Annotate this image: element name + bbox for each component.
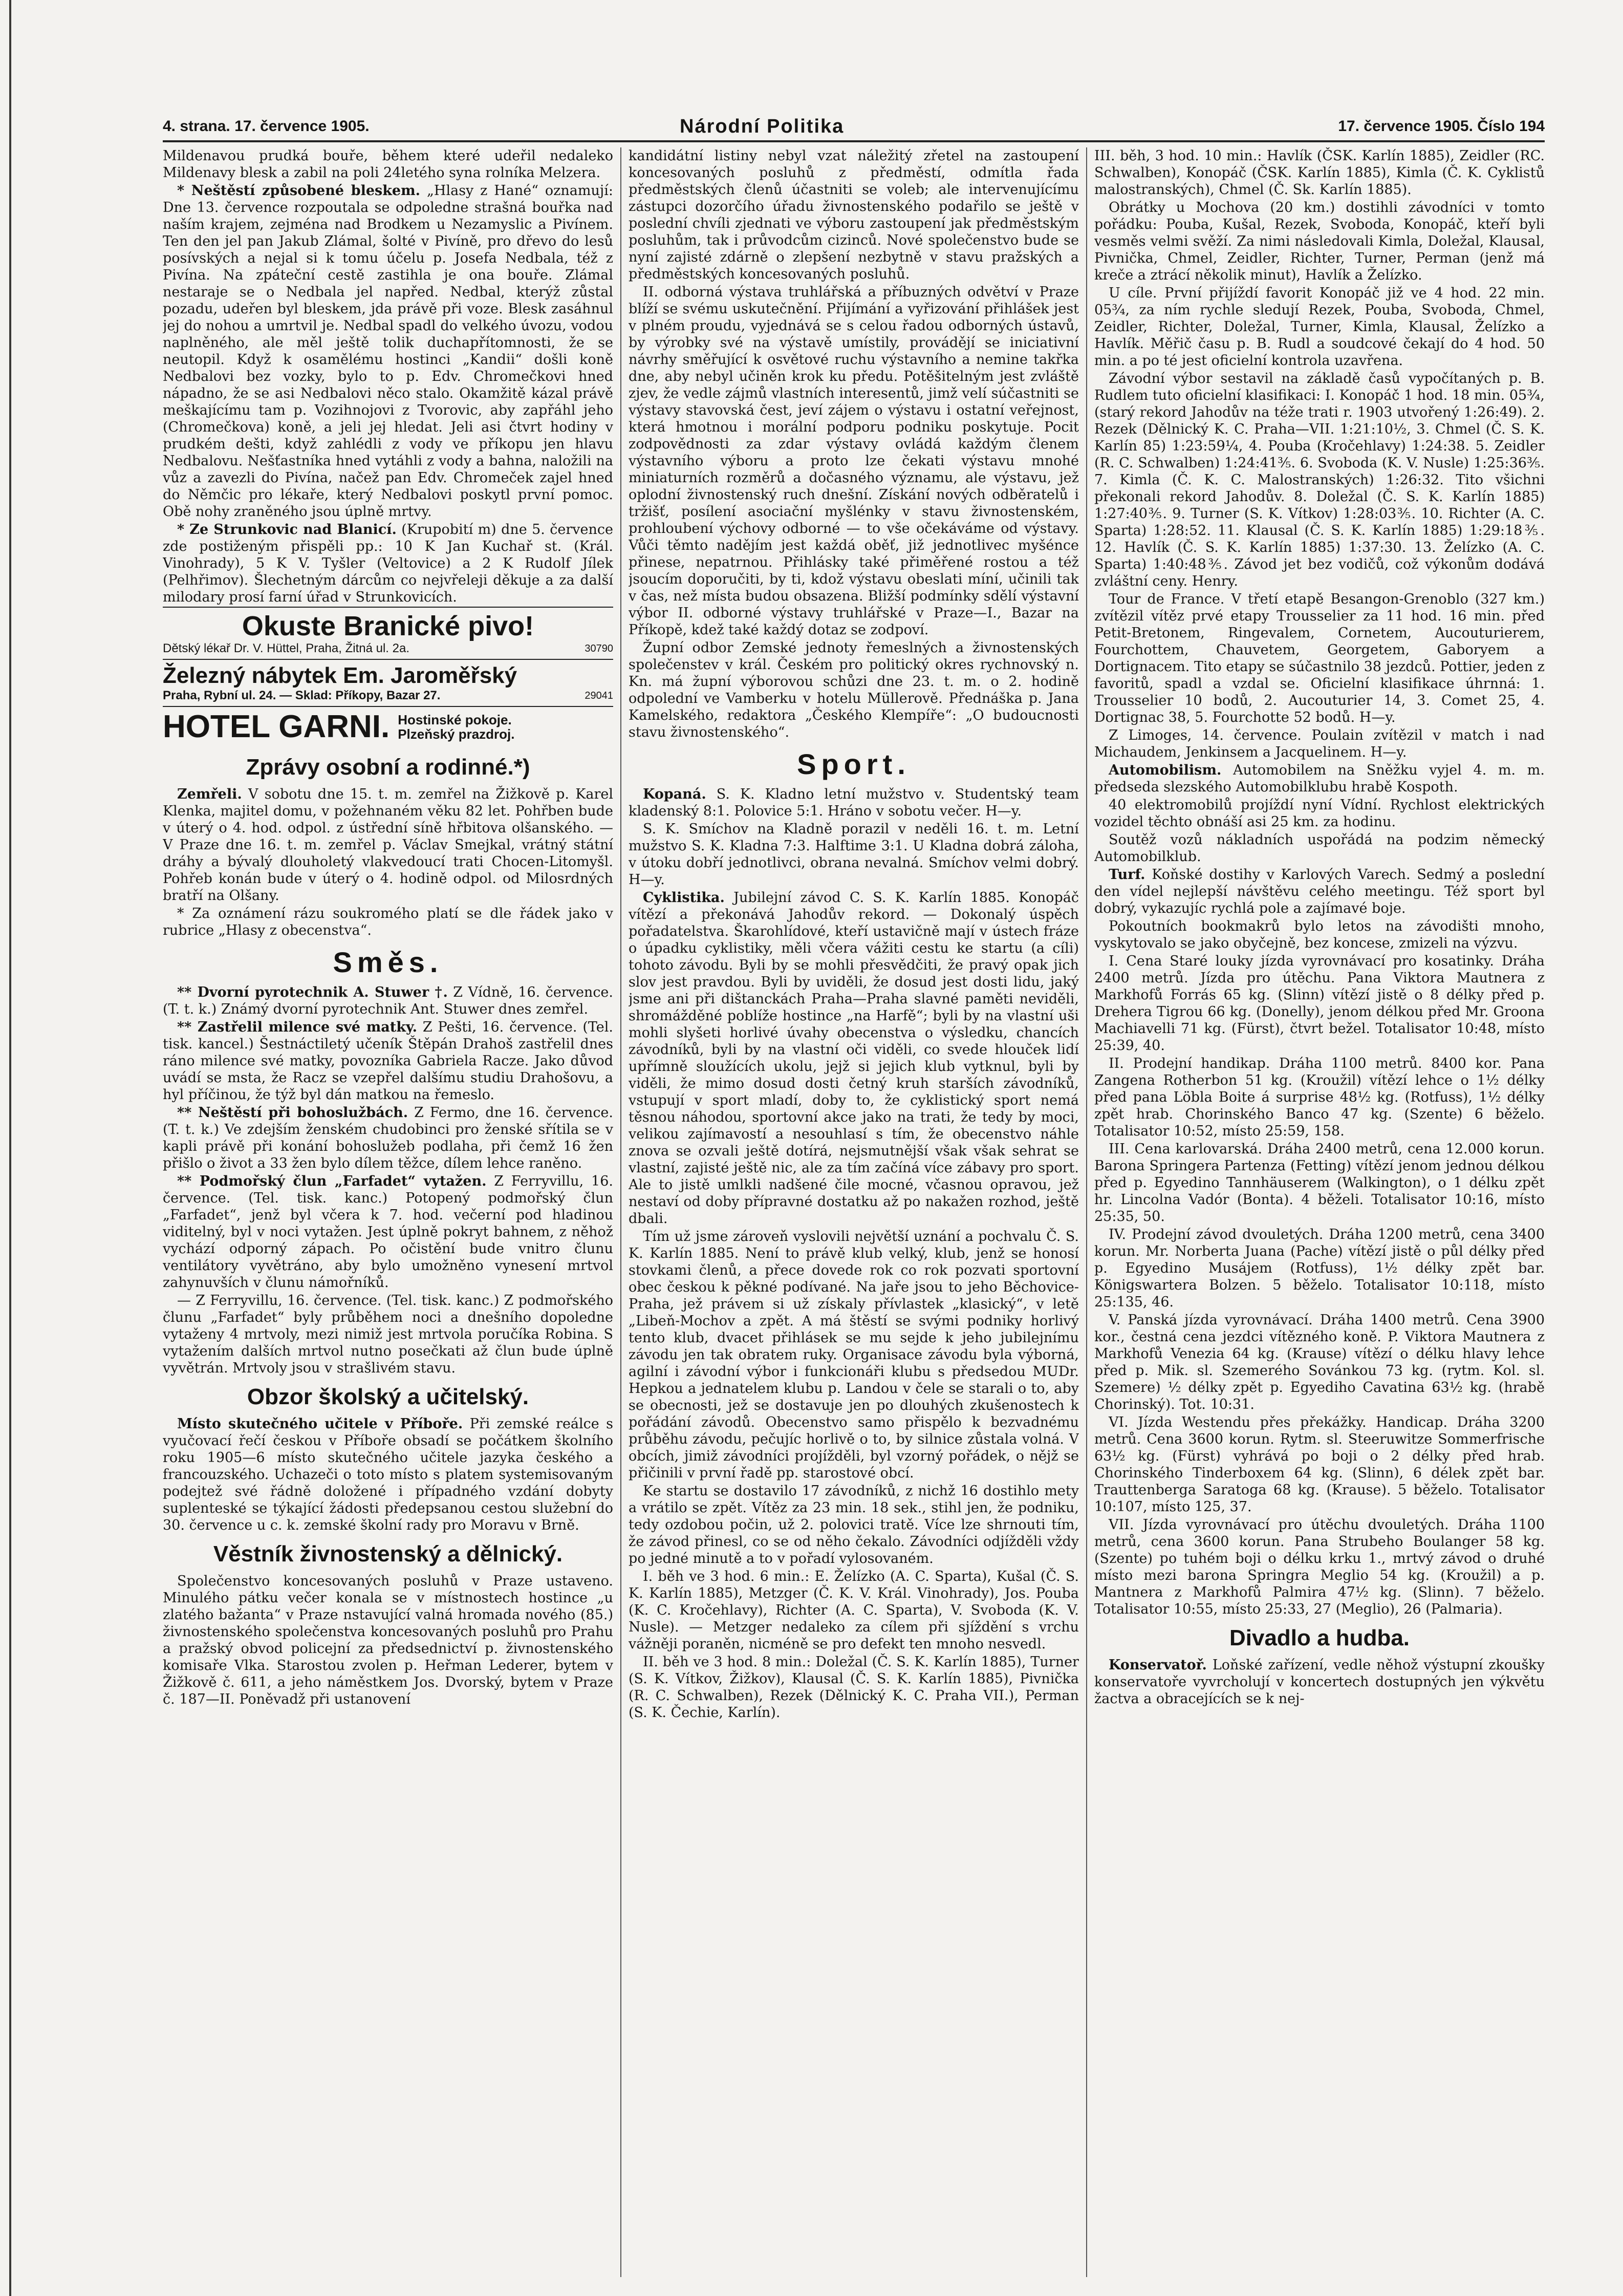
column-divider bbox=[620, 147, 621, 2277]
article-text: I. běh ve 3 hod. 6 min.: E. Želízko (A. C. Sparta), Kušal (Č. S. K. Karlín 1885), Metzger (Č. K. V. Král. Vinohrady), Jos. Pouba (K. C. Kročehlavy), Richter (A. C. Sparta), V. Svoboda (K. V. Nusle). — Metzger nedaleko za cílem při sjíždění s vrchu vážněji poraněn, nicméně se pro defekt ten mnoho nesvedl. bbox=[629, 1569, 1079, 1652]
article-paragraph bbox=[1094, 1657, 1545, 1707]
article-paragraph bbox=[163, 984, 613, 1018]
article-lead: Cyklistika. bbox=[643, 890, 725, 906]
article-text: U cíle. První přijíždí favorit Konopáč již ve 4 hod. 22 min. 05¾, za ním rychle sledují Rezek, Pouba, Svoboda, Chmel, Zeidler, Richter, Doležal, Turner, Kimla, Klausal, Želízko a Havlík. Měřič času p. B. Rudl a soudcové čekají do 4 hod. 50 min. a po té jest oficielní kontrola uzavřena. bbox=[1094, 285, 1545, 369]
article-lead: Zemřeli. bbox=[177, 786, 242, 802]
masthead-date-right: 17. července 1905. Číslo 194 bbox=[1338, 118, 1545, 135]
article-lead: Konservatoř. bbox=[1109, 1657, 1207, 1673]
article-lead: Místo skutečného učitele v Příboře. bbox=[177, 1416, 463, 1432]
article-lead: * Neštěstí způsobené bleskem. bbox=[177, 183, 421, 199]
section-heading: Obzor školský a učitelský. bbox=[247, 1384, 529, 1409]
article-text: 40 elektromobilů projíždí nyní Vídní. Rychlost elektrických vozidel těchto obnáší asi 25 km. za hodinu. bbox=[1094, 797, 1545, 830]
article-paragraph bbox=[163, 1104, 613, 1172]
article-text: III. běh, 3 hod. 10 min.: Havlík (ČSK. Karlín 1885), Zeidler (RC. Schwalben), Konopáč (ČSK. Karlín 1885), Kimla (Č. K. Cyklistů malostranských), Chmel (Č. Sk. Karlín 1885). bbox=[1094, 148, 1545, 198]
article-text: III. Cena karlovarská. Dráha 2400 metrů, cena 12.000 korun. Barona Springera Partenza (Fetting) vítězí jenom jednou délkou před p. Egyedino Tannhäuserem (Walkington), o 1 délku zpět hr. Lincolna Vadór (Bonta). 4 běželi. Totalisator 10:16, místo 25:35, 50. bbox=[1094, 1141, 1545, 1225]
article-text: Tour de France. V třetí etapě Besangon-Grenoblo (327 km.) zvítězil vítěz prvé etapy Trousselier za 11 hod. 16 min. před Petit-Bretonem, Ringevalem, Cornetem, Aucouturierem, Fourchottem, Chauvetem, Georgetem, Gaboryem a Dortignacem. Tito etapy se súčastnilo 38 jezdců. Pottier, jeden z favoritů, spadl a vzdal se. Oficielní klasifikace úhrnná: 1. Trousselier 10 bodů, 2. Aucouturier 14, 3. Comet 25, 4. Dortignac 38, 5. Fourchotte 52 bodů. H—y. bbox=[1094, 591, 1545, 725]
article-text: IV. Prodejní závod dvouletých. Dráha 1200 metrů, cena 3400 korun. Mr. Norberta Juana (Pache) vítězí jistě o půl délky před p. Egyedino Musájem (Rotfuss), 1½ délky zpět bar. Königswartera Bolzen. 5 běželo. Totalisator 10:118, místo 25:135, 46. bbox=[1094, 1227, 1545, 1310]
advert-text: Dětský lékař Dr. V. Hüttel, Praha, Žitná ul. 2a. bbox=[163, 641, 409, 655]
article-text: Tím už jsme zároveň vyslovili největší uznání a pochvalu Č. S. K. Karlín 1885. Není to právě klub velký, klub, jenž se honosí stovkami členů, a přece dovede rok co rok pozvati sportovní obec českou k pěkné podívané. Na jaře jsou to jeho Běchovice-Praha, jež právem si už získaly přívlastek „klasický“, v letě „Libeň-Mochov a zpět. A má štěstí se svými podniky horlivý tento klub, dvacet přihlásek se mu sejde k jeho jubilejnímu závodu jen tak obratem ruky. Organisace závodu byla výborná, agilní i závodní výbor i funkcionáři klubu s předsedou MUDr. Hepkou a jednatelem klubu p. Landou v čele se starali o to, aby se obecnosti, jež se dostavuje jen po dlouhých zkušenostech k pořádání závodů. Obecenstvo samo přispělo k bezvadnému průběhu závodu, pečujíc horlivě o to, by silnice zůstala volná. V obcích, jimiž závodníci projížděli, byl vzorný pořádek, o nějž se přičinili v první řadě pp. starostové obcí. bbox=[629, 1229, 1079, 1481]
article-text: Společenstvo koncesovaných posluhů v Praze ustaveno. Minulého pátku večer konala se v místnostech hostince „u zlatého bažanta“ v Praze nstavující valná hromada nového (85.) živnostenského společenstva koncesovaných posluhů pro Prahu a pražský obvod policejní za předsednictví p. živnostenského komisaře Vlka. Starostou zvolen p. Heřman Lederer, bytem v Žižkově č. 611, a jeho náměstkem Jos. Dvorský, bytem v Praze č. 187—II. Poněvadž při ustanovení bbox=[163, 1573, 613, 1707]
article-text: S. K. Smíchov na Kladně porazil v neděli 16. t. m. Letní mužstvo S. K. Kladna 7:3. Halftime 3:1. U Kladna dobrá záloha, v útoku dobří jednotlivci, obrana nevalná. Smíchov velmi dobrý. H—y. bbox=[629, 821, 1079, 888]
advert-line bbox=[163, 689, 613, 703]
article-lead: Automobilism. bbox=[1109, 762, 1222, 778]
article-paragraph bbox=[163, 1173, 613, 1291]
article-paragraph bbox=[163, 521, 613, 606]
advert-title: HOTEL GARNI. bbox=[163, 709, 390, 744]
advert-line bbox=[163, 641, 613, 656]
article-text: „Hlasy z Hané“ oznamují: Dne 13. července rozpoutala se odpoledne strašná bouřka nad naším krajem, zejména nad Brodkem u Nezamyslic a Pivínem. Ten den jel pan Jakub Zlámal, šolté v Pivíně, pro dřevo do lesů posívských a nejal si k tomu účelu p. Josefa Nedbala, též z Pivína. Na zpáteční cestě zastihla je ona bouře. Zlámal nestaraje se o Nedbala jel napřed. Nedbal, kterýž zůstal pozadu, udeřen byl bleskem, jda právě při voze. Blesk zasáhnul jej do nohou a umrtvil je. Nedbal spadl do velkého úvozu, vodou naplněného, ale měl ještě tolik duchapřítomnosti, že se neutopil. Když k osamělému hostinci „Kandii“ došli koně Nedbalovi bez vozky, bylo to p. Edv. Chromečkovi hned nápadno, že se asi Nedbalovi něco stalo. Okamžitě kázal právě meškajícímu tam p. Vozihnojovi z Tvorovic, aby zapřáhl jeho (Chromečkova) koně, a jeli jej hledat. Jeli asi čtvrt hodiny v prudkém dešti, když zahlédli z vody ve příkopu jen hlavu Nedbalovu. Nešťastníka hned vytáhli z vody a bahna, naložili na vůz a zavezli do Pivína, načež pan Edv. Chromeček zajel hned do Němčic pro lékaře, který Nedbalovi poskytl první pomoc. Obě nohy zraněného jsou úplně mrtvy. bbox=[163, 183, 613, 520]
article-lead: Turf. bbox=[1109, 867, 1145, 883]
column-2 bbox=[629, 147, 1079, 2277]
article-text: (Krupobití m) dne 5. července zde postiženým přispěli pp.: 10 K Jan Kuchař st. (Král. Vinohrady), 5 K V. Tyšler (Veltovice) a 2 K Rudolf Jílek (Pelhřimov). Šlechetným dárcům co nejvřeleji děkuje a za další milodary prosí farní úřad v Strunkovicích. bbox=[163, 522, 613, 605]
article-paragraph bbox=[163, 1415, 613, 1534]
advert-text: Plzeňský prazdroj. bbox=[398, 726, 515, 742]
advert-code: 29041 bbox=[585, 690, 613, 701]
article-text: II. odborná výstava truhlářská a příbuzných odvětví v Praze blíží se svému uskutečnění. Přijímání a vyřizování přihlášek jest v plném proudu, vyjednává se s celou řadou odborných ústavů, by výrobky své na výstavě umístily, provádějí se iniciativní návrhy směřující k osvětové ruchu výstavního a nemine takřka dne, aby nebyl učiněn krok ku předu. Potěšitelným jest zvláště zjev, že vedle zájmů vlastních interesentů, jimž velí súčastniti se výstavy stavovská čest, jeví zájem o výstavu i ostatní veřejnost, která hmotnou i morální podporu podniku poskytuje. Pocit zodpovědnosti za zdar výstavy ovládá každým členem výstavního výboru a proto lze čekati výstavu mnohé miniaturních rozměrů a dočasného významu, ale výstavu, jež oplodní živnostenský ruch dnešní. Získání nových odběratelů i tržišť, posílení asociační myšlénky v stavu živnostenském, prohloubení výchovy odborné — to vše očekáváme od výstavy. Vůči těmto nadějím jest každá oběť, již jednotlivec myšénce přinese, nepatrnou. Přihlásky také přiměřené rostou a též jsoucím doporučiti, by ti, kdož výstavu obeslati míní, učinili tak v čas, než místa budou obsazena. Bližší podmínky sdělí výstavní výbor II. odborné výstavy truhlářské v Praze—I., Bazar na Příkopě, kdež také každý dotaz se zodpoví. bbox=[629, 284, 1079, 638]
advert-code: 30790 bbox=[585, 643, 613, 654]
article-text: Závodní výbor sestavil na základě časů vypočítaných p. B. Rudlem tuto oficielní klasifikaci: I. Konopáč 1 hod. 18 min. 05¾, (starý rekord Jahodův na téže trati r. 1903 utvořený 1:26:49). 2. Rezek (Dělnický K. C. Praha—VII. 1:21:10½, 3. Chmel (Č. S. K. Karlín 85) 1:23:59¼, 4. Pouba (Kročehlavy) 1:24:38. 5. Zeidler (R. C. Schwalben) 1:24:41⅗. 6. Svoboda (K. V. Nusle) 1:25:36⅗. 7. Kimla (Č. K. C. Malostranských) 1:26:32. Tito všichni překonali rekord Jahodův. 8. Doležal (Č. S. K. Karlín 1885) 1:27:40⅗. 9. Turner (S. K. Vítkov) 1:28:03⅗. 10. Richter (A. C. Sparta) 1:28:52. 11. Klausal (Č. S. K. Karlín 1885) 1:29:18⅗. 12. Havlík (Č. S. K. Karlín 1885) 1:37:30. 13. Želízko (A. C. Sparta) 1:40:48⅗. Závod jet bez vodičů, což výkonům dodává zvláštní ceny. Henry. bbox=[1094, 371, 1545, 589]
article-text: Z Fermo, dne 16. července. (T. t. k.) Ve zdejším ženském chudobinci pro ženské sřítila se v kapli právě při konání bohoslužeb podlaha, při čemž 16 žen přišlo o život a 33 žen bylo dílem těžce, dílem lehce raněno. bbox=[163, 1105, 613, 1171]
advert-sub bbox=[398, 713, 514, 741]
article-text: Ke startu se dostavilo 17 závodníků, z nichž 16 dostihlo mety a vrátilo se zpět. Vítěz za 23 min. 18 sek., stihl jen, že podniku, tedy ozdobou počin, už 2. polovici tratě. Více lze shrnouti tím, že závod přinesl, co se od něho čekalo. Závodníci odjížděli vždy po jedné minutě a to v pořadí vylosovaném. bbox=[629, 1483, 1079, 1567]
advert-text: Hostinské pokoje. bbox=[398, 712, 512, 727]
article-text: kandidátní listiny nebyl vzat náležitý zřetel na zastoupení koncesovaných posluhů z předměstí, odmítla řada předměstských členů účastniti se voleb; ale intervenujícímu zástupci dozorčího úřadu živnostenského podařilo se ještě v poslední chvíli zjednati ve výboru zastoupení jak předměstským posluhům, tak i průvodcům cizinců. Nové společenstvo bude se nyní zajisté zdárně o zlepšení nezbytně v stavu pražských a předměstských koncesovaných posluhů. bbox=[629, 148, 1079, 282]
masthead-title: Národní Politika bbox=[680, 116, 845, 137]
advert-hotel-row bbox=[163, 710, 613, 744]
article-text: S. K. Kladno letní mužstvo v. Studentský team kladenský 8:1. Polovice 5:1. Hráno v sobotu večer. H—y. bbox=[629, 786, 1079, 819]
advert-branik-beer bbox=[163, 607, 613, 659]
article-paragraph bbox=[163, 786, 613, 904]
section-heading: Věstník živnostenský a dělnický. bbox=[213, 1541, 563, 1567]
article-text: II. běh ve 3 hod. 8 min.: Doležal (Č. S. K. Karlín 1885), Turner (S. K. Vítkov, Žižkov), Klausal (Č. S. K. Karlín 1885), Pivnička (R. C. Schwalben), Rezek (Dělnický K. C. Praha VII.), Perman (S. K. Čechie, Karlín). bbox=[629, 1654, 1079, 1721]
article-paragraph bbox=[1094, 866, 1545, 917]
column-divider bbox=[1086, 147, 1087, 2277]
advert-furniture bbox=[163, 659, 613, 706]
article-text: Při zemské reálce s vyučovací řečí českou v Příboře obsadí se počátkem školního roku 1905—6 místo skutečného učitele jazyka českého a francouzského. Uchazeči o toto místo s platem systemisovaným podejtež své řádně doložené i případného vzdání dobyty suplenteské se týkající žádosti předepsanou cestou služební do 30. července u c. k. zemské školní rady pro Moravu v Brně. bbox=[163, 1416, 613, 1533]
article-text: Z Vídně, 16. července. (T. t. k.) Známý dvorní pyrotechnik Ant. Stuwer dnes zemřel. bbox=[163, 984, 613, 1017]
article-text: Loňské zařízení, vedle něhož výstupní zkoušky konservatoře vyvrcholují v koncertech dostupných jen výkvětu žactva a obracejících se k nej- bbox=[1094, 1657, 1545, 1707]
masthead-date-left: 4. strana. 17. července 1905. bbox=[163, 118, 370, 135]
article-text: I. Cena Staré louky jízda vyrovnávací pro kosatinky. Dráha 2400 metrů. Jízda pro útěchu. Pana Viktora Mautnera z Markhofů Forrás 65 kg. (Slinn) vítězí jistě o 8 délky před p. Drehera Tigrou 66 kg. (Donelly), jenom délkou před Mr. Groona Machiavelli 71 kg. (Fürst), čtvrt bežel. Totalisator 10:48, místo 25:39, 40. bbox=[1094, 953, 1545, 1054]
article-text: V sobotu dne 15. t. m. zemřel na Žižkově p. Karel Klenka, majitel domu, v požehnaném věku 82 let. Pohřben bude v úterý o 4. hod. odpol. z ústřední síně hřbitova olšanského. — V Praze dne 16. t. m. zemřel p. Václav Smejkal, vrátný státní dráhy a bývalý dlouholetý vlakvedoucí trati Chocen-Litomyšl. Pohřeb konán bude v úterý o 4. hodině odpol. od Milosrdných bratří na Olšany. bbox=[163, 786, 613, 904]
advert-hotel bbox=[163, 706, 613, 747]
notice: * Za oznámení rázu soukromého platí se dle řádek jako v rubrice „Hlasy z obecenstva“. bbox=[163, 906, 613, 938]
article-text: — Z Ferryvillu, 16. července. (Tel. tisk. kanc.) Z podmořského člunu „Farfadet“ byly průběhem noci a dnešního dopoledne vytaženy 4 mrtvoly, mezi nimiž jest mrtvola poručíka Robina. S vytažením dalších mrtvol nutno posečkati až člun bude úplně vyvětrán. Mrtvoly jsou v strašlivém stavu. bbox=[163, 1293, 613, 1376]
article-paragraph bbox=[163, 182, 613, 520]
column-3 bbox=[1094, 147, 1545, 2277]
article-text: Obrátky u Mochova (20 km.) dostihli závodníci v tomto pořádku: Pouba, Kušal, Rezek, Svoboda, Konopáč, kteří byli vesměs velmi svěží. Za nimi následovali Kimla, Doležal, Klausal, Pivnička, Chmel, Zeidler, Richter, Turner, Perman (jenž má kreče a ztrácí několik minut), Havlík a Želízko. bbox=[1094, 200, 1545, 283]
page-edge bbox=[9, 0, 11, 2296]
article-lead: ** Dvorní pyrotechnik A. Stuwer †. bbox=[177, 984, 448, 1000]
masthead bbox=[163, 116, 1545, 139]
article-text: VI. Jízda Westendu přes překážky. Handicap. Dráha 3200 metrů. Cena 3600 korun. Rytm. sl. Steeruwitze Sommerfrische 63½ kg. (Fürst) vyhrává po boji o 2 délky před hrab. Chorinského Tinderboxem 64 kg. (Slinn), 6 délek zpět bar. Trauttenberga Saratoga 68 kg. (Krause). 5 běželo. Totalisator 10:107, místo 125, 37. bbox=[1094, 1414, 1545, 1515]
advert-title: Okuste Branické pivo! bbox=[242, 611, 534, 641]
article-text: Automobilem na Sněžku vyjel 4. m. m. předseda slezského Automobilklubu hrabě Kospoth. bbox=[1094, 762, 1545, 795]
article-lead: ** Podmořský člun „Farfadet“ vytažen. bbox=[177, 1173, 487, 1189]
column-1 bbox=[163, 147, 613, 2277]
article-text: Pokoutních bookmakrů bylo letos na závodišti mnoho, vyskytovalo se jako obyčejně, bez koncese, zmizeli na výzvu. bbox=[1094, 918, 1545, 951]
article-text: Z Ferryvillu, 16. července. (Tel. tisk. kanc.) Potopený podmořský člun „Farfadet“, jenž byl včera k 7. hod. večerní pod hladinou viditelný, byl v noci vytažen. Jest úplně pokryt bahnem, z něhož vychází odporný zápach. Po očistění bude vnitro člunu ventilátory vyvětráno, aby bylo umožněno vynesení mrtvol zahynuvších v člunu námořníků. bbox=[163, 1173, 613, 1291]
section-heading: Směs. bbox=[333, 946, 443, 978]
article-text: Mildenavou prudká bouře, během které udeřil nedaleko Mildenavy blesk a zabil na poli 24letého syna rolníka Melzera. bbox=[163, 148, 613, 181]
article-lead: Kopaná. bbox=[643, 786, 706, 802]
article-text: II. Prodejní handikap. Dráha 1100 metrů. 8400 kor. Pana Zangena Rotherbon 51 kg. (Kroužil) vítězí lehce o 1½ délky před pana Löbla Boite á surprise 48½ kg. (Rotfuss), 1½ délky zpět hrab. Chorinského Banco 47 kg. (Szente) 6 běželo. Totalisator 10:52, místo 25:59, 158. bbox=[1094, 1056, 1545, 1139]
article-text: Jubilejní závod C. S. K. Karlín 1885. Konopáč vítězí a překonává Jahodův rekord. — Dokonalý úspěch pořadatelstva. Škarohlídové, kteří ustavičně mají v ústech fráze o úpadku cyklistiky, měli včera vážiti cestu ke startu (a cíli) tohoto závodu. Byli by se mohli přesvědčiti, že pravý opak jich slov jest pravdou. Byli by uviděli, že dosud jest dosti lidu, jaký jsme ani při dištanckách Praha—Praha slavné paměti neviděli, shromážděné poblíže hostince „na Harfě“; byli by na vlastní uši mohli slyšeti horlivé úvahy obecenstva o výsledku, chancích závodníků, byli by na vlastní oči viděli, co svede hlouček lidí upřímně sloužících ukolu, jejž si jejich klub vytknul, byli by viděli, že mimo dosud dosti četný kruh starších závodníků, vstupují v sport mladí, doby to, že cyklistický sport nemá těsnou náhodou, sportovní akce jako na trati, že tedy by moci, velikou zajímavostí a nesouhlasí s tím, že obecenstvo náhle znova se ozvali ještě dotírá, nejsmutnější však však sehrat se vlastní, zajisté ještě nic, ale za tím začíná více zábavy pro sport. Ale to jistě umlkli nadšené čile mocné, včasnou opravou, jež nestaví od doby přípravné dostatku až po nakažen rozhod, ještě dbali. bbox=[629, 890, 1079, 1227]
section-heading: Sport. bbox=[797, 748, 911, 780]
article-text: VII. Jízda vyrovnávací pro útěchu dvouletých. Dráha 1100 metrů, cena 3600 korun. Pana Strubeho Boulanger 58 kg. (Szente) po tuhém boji o délku krku 1., mrtvý závod o druhé místo mezi barona Springra Meglio 54 kg. (Kroužil) a p. Mantnera z Markhofů Palmira 47½ kg. (Slinn). 7 běželo. Totalisator 10:55, místo 25:33, 27 (Meglio), 26 (Palmaria). bbox=[1094, 1517, 1545, 1617]
article-lead: * Ze Strunkovic nad Blanicí. bbox=[177, 522, 397, 538]
article-paragraph bbox=[1094, 762, 1545, 796]
section-heading: Zprávy osobní a rodinné.*) bbox=[246, 755, 530, 780]
header-rule bbox=[163, 140, 1545, 142]
advert-title: Železný nábytek Em. Jaroměřský bbox=[163, 663, 517, 688]
article-paragraph bbox=[629, 889, 1079, 1227]
advert-text: Praha, Rybní ul. 24. — Sklad: Příkopy, Bazar 27. bbox=[163, 689, 441, 702]
article-text: Z Pešti, 16. července. (Tel. tisk. kancel.) Šestnáctiletý učeník Štěpán Drahoš zastřelil dnes ráno milence své matky, povozníka Gabriela Racze. Jako důvod uvádí se msta, že Racz se vzepřel dalšímu studiu Drahošovu, a hyl příčinou, že týž byl dán matkou na řemeslo. bbox=[163, 1019, 613, 1103]
article-paragraph bbox=[629, 786, 1079, 820]
article-text: Župní odbor Zemské jednoty řemeslných a živnostenských společenstev v král. Českém pro politický okres rychnovský n. Kn. má župní výborovou schůzi dne 23. t. m. o 2. hodině odpolední ve Vamberku v hotelu Müllerově. Přednáška p. Jana Kamelského, redaktora „Českého Klempíře“: „O budoucnosti stavu živnostenského“. bbox=[629, 640, 1079, 740]
article-text: Koňské dostihy v Karlových Varech. Sedmý a poslední den vídel nejlepší návštěvu celého meetingu. Též sport byl dobrý, vykazujíc rychlá pole a zajímavé boje. bbox=[1094, 867, 1545, 916]
article-text: Soutěž vozů nákladních uspořádá na podzim německý Automobilklub. bbox=[1094, 832, 1545, 865]
article-lead: ** Zastřelil milence své matky. bbox=[177, 1019, 417, 1035]
article-lead: ** Neštěstí při bohoslužbách. bbox=[177, 1105, 408, 1121]
article-text: V. Panská jízda vyrovnávací. Dráha 1400 metrů. Cena 3900 kor., čestná cena jezdci vítězného koně. P. Viktora Mautnera z Markhofů Venezia 64 kg. (Krause) vítězí o délku hlavy lehce před p. Mik. sl. Szemerého Sovánkou 73 kg. (rytm. Kol. sl. Szemere) ½ délky zpět p. Egyediho Cavatina 63½ kg. (hrabě Chorinský). Tot. 10:31. bbox=[1094, 1312, 1545, 1412]
article-paragraph bbox=[163, 1019, 613, 1103]
article-text: Z Limoges, 14. července. Poulain zvítězil v match i nad Michaudem, Jenkinsem a Jacquelinem. H—y. bbox=[1094, 727, 1545, 760]
section-heading: Divadlo a hudba. bbox=[1229, 1625, 1410, 1650]
